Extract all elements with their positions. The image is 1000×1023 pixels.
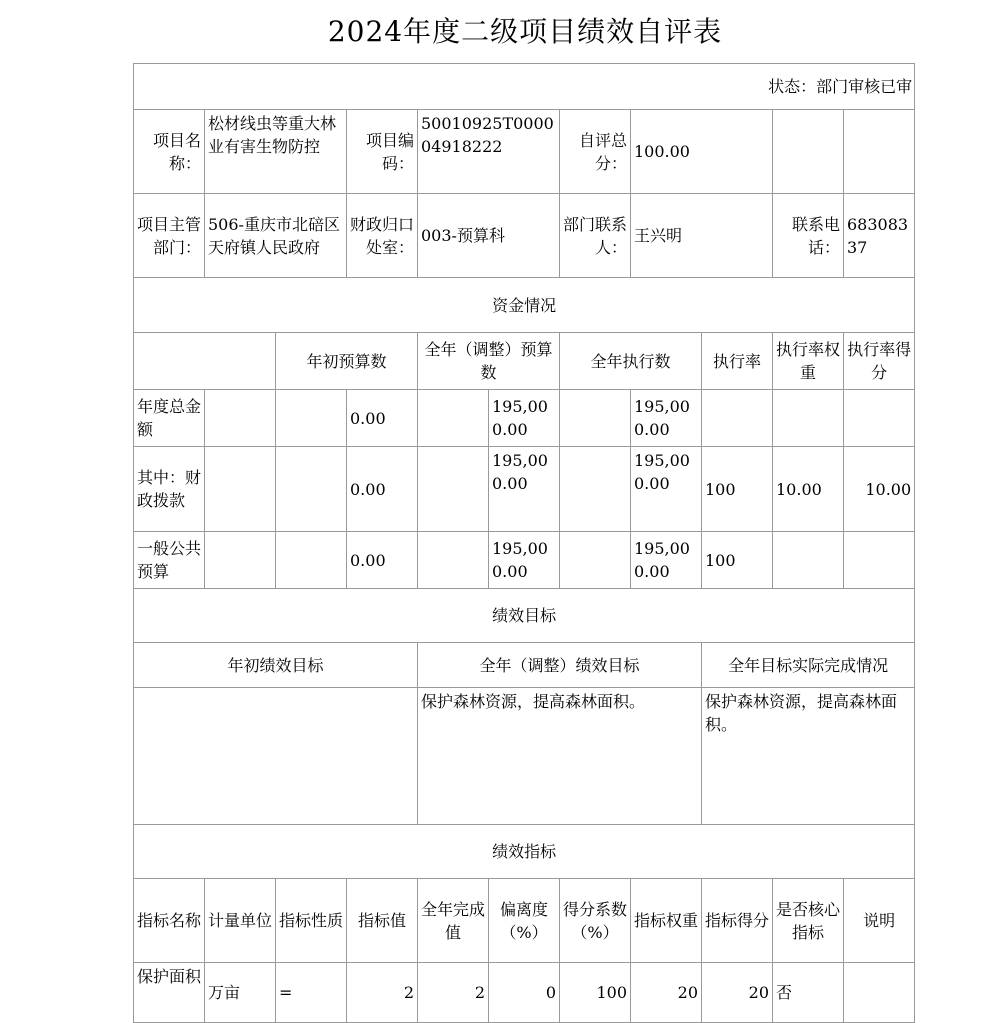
goals-header-actual: 全年目标实际完成情况: [702, 643, 915, 688]
table-row: [134, 447, 915, 532]
ind-coef: 100: [560, 963, 631, 1023]
funds-rate: 100: [702, 532, 773, 589]
ind-header-name: 指标名称: [134, 879, 205, 963]
indicators-section-title: 绩效指标: [134, 825, 915, 879]
ind-nature: =: [276, 963, 347, 1023]
empty-cell: [276, 532, 347, 589]
ind-deviation: 0: [489, 963, 560, 1023]
dept-value: 506-重庆市北碚区天府镇人民政府: [205, 194, 347, 278]
ind-header-value: 指标值: [347, 879, 418, 963]
project-code-value: 50010925T000004918222: [418, 110, 560, 194]
contact-label: 部门联系人：: [560, 194, 631, 278]
ind-header-coef: 得分系数（%）: [560, 879, 631, 963]
ind-score: 20: [702, 963, 773, 1023]
table-row: [134, 390, 915, 447]
funds-header-executed: 全年执行数: [560, 333, 702, 390]
funds-row-label: 年度总金额: [134, 390, 205, 447]
ind-header-weight: 指标权重: [631, 879, 702, 963]
funds-executed: 195,000.00: [631, 447, 702, 532]
ind-core: 否: [773, 963, 844, 1023]
phone-value: 68308337: [844, 194, 915, 278]
empty-cell: [134, 333, 276, 390]
funds-rate: 100: [702, 447, 773, 532]
empty-cell: [418, 447, 489, 532]
ind-header-note: 说明: [844, 879, 915, 963]
funds-rate: [702, 390, 773, 447]
goals-header-initial: 年初绩效目标: [134, 643, 418, 688]
empty-cell: [560, 390, 631, 447]
funds-header-adjusted: 全年（调整）预算数: [418, 333, 560, 390]
funds-score: [844, 390, 915, 447]
funds-adjusted: 195,000.00: [489, 447, 560, 532]
ind-header-done: 全年完成值: [418, 879, 489, 963]
funds-row-label: 其中：财政拨款: [134, 447, 205, 532]
table-row: [134, 532, 915, 589]
goals-initial: [134, 688, 418, 825]
finance-value: 003-预算科: [418, 194, 560, 278]
dept-label: 项目主管部门：: [134, 194, 205, 278]
ind-name: 保护面积: [134, 963, 205, 1023]
goals-adjusted: 保护森林资源，提高森林面积。: [418, 688, 702, 825]
funds-weight: [773, 390, 844, 447]
empty-cell: [205, 532, 276, 589]
finance-label: 财政归口处室：: [347, 194, 418, 278]
funds-header-initial: 年初预算数: [276, 333, 418, 390]
funds-adjusted: 195,000.00: [489, 532, 560, 589]
self-score-label: 自评总分：: [560, 110, 631, 194]
ind-header-unit: 计量单位: [205, 879, 276, 963]
funds-adjusted: 195,000.00: [489, 390, 560, 447]
ind-weight: 20: [631, 963, 702, 1023]
empty-cell: [276, 447, 347, 532]
funds-executed: 195,000.00: [631, 390, 702, 447]
funds-initial: 0.00: [347, 390, 418, 447]
empty-cell: [773, 110, 844, 194]
ind-header-core: 是否核心指标: [773, 879, 844, 963]
ind-header-deviation: 偏离度（%）: [489, 879, 560, 963]
empty-cell: [205, 390, 276, 447]
evaluation-table: [133, 63, 915, 1023]
empty-cell: [560, 447, 631, 532]
contact-value: 王兴明: [631, 194, 773, 278]
funds-weight: 10.00: [773, 447, 844, 532]
project-name-value: 松材线虫等重大林业有害生物防控: [205, 110, 347, 194]
ind-header-nature: 指标性质: [276, 879, 347, 963]
status-text: 状态：部门审核已审: [134, 64, 915, 110]
funds-section-title: 资金情况: [134, 278, 915, 333]
funds-score: 10.00: [844, 447, 915, 532]
funds-row-label: 一般公共预算: [134, 532, 205, 589]
funds-initial: 0.00: [347, 532, 418, 589]
funds-header-score: 执行率得分: [844, 333, 915, 390]
phone-label: 联系电话：: [773, 194, 844, 278]
empty-cell: [205, 447, 276, 532]
project-code-label: 项目编码：: [347, 110, 418, 194]
self-score-value: 100.00: [631, 110, 773, 194]
ind-value: 2: [347, 963, 418, 1023]
empty-cell: [560, 532, 631, 589]
table-row: [134, 963, 915, 1023]
empty-cell: [418, 532, 489, 589]
ind-unit: 万亩: [205, 963, 276, 1023]
funds-initial: 0.00: [347, 447, 418, 532]
ind-done: 2: [418, 963, 489, 1023]
goals-header-adjusted: 全年（调整）绩效目标: [418, 643, 702, 688]
funds-weight: [773, 532, 844, 589]
goals-section-title: 绩效目标: [134, 589, 915, 643]
funds-header-weight: 执行率权重: [773, 333, 844, 390]
funds-score: [844, 532, 915, 589]
empty-cell: [844, 110, 915, 194]
ind-note: [844, 963, 915, 1023]
empty-cell: [418, 390, 489, 447]
page-title: 2024年度二级项目绩效自评表: [327, 15, 723, 48]
goals-actual: 保护森林资源，提高森林面积。: [702, 688, 915, 825]
ind-header-score: 指标得分: [702, 879, 773, 963]
project-name-label: 项目名称：: [134, 110, 205, 194]
funds-header-rate: 执行率: [702, 333, 773, 390]
empty-cell: [276, 390, 347, 447]
funds-executed: 195,000.00: [631, 532, 702, 589]
